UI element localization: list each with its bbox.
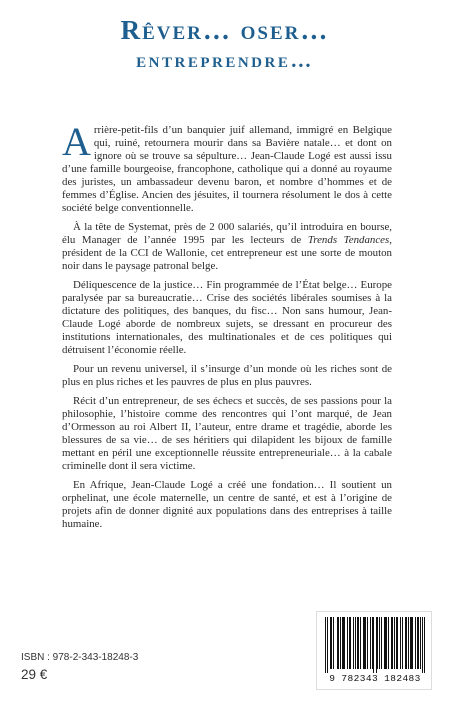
- title-line-2: entreprendre…: [136, 48, 314, 72]
- paragraph-2-text-a: À la tête de Systemat, près de 2 000 salariés, qu’il introduira en bourse, élu Manager de l’année 1995 par les lecteurs de: [62, 221, 392, 246]
- drop-cap: A: [62, 119, 91, 164]
- paragraph-1: [62, 119, 392, 215]
- title-line-1: Rêver… oser…: [120, 15, 330, 45]
- paragraph-2: [62, 221, 392, 273]
- magazine-title: Trends Tendances: [307, 234, 390, 246]
- price-label: 29 €: [21, 667, 48, 682]
- barcode: [316, 611, 432, 690]
- back-cover-blurb: [62, 119, 392, 537]
- barcode-digits: 9 782343 182483: [329, 673, 421, 684]
- barcode-bars: [325, 617, 425, 673]
- paragraph-6: En Afrique, Jean-Claude Logé a créé une fondation… Il soutient un orphelinat, une école maternelle, un centre de santé, et est à l’origine de projets afin de donner dignité aux populations dans des entreprises à taille humaine.: [62, 479, 392, 530]
- paragraph-2-text-b: , président de la CCI de Wallonie, cet entrepreneur est une sorte de mouton noir dans le paysage patronal belge.: [62, 234, 392, 272]
- paragraph-5: Récit d’un entrepreneur, de ses échecs et succès, de ses passions pour la philosophie, l’histoire comme des rencontres qui l’ont marqué, de Jean d’Ormesson au roi Albert II, l’auteur, entre drame et tragédie, aborde les blessures de sa vie… de ses héritiers qui dilapident les bijoux de famille mettant en péril une exceptionnelle réussite entrepreneuriale… à la cabale criminelle dont il sera victime.: [62, 395, 392, 472]
- book-title: [0, 14, 450, 74]
- paragraph-4: Pour un revenu universel, il s’insurge d’un monde où les riches sont de plus en plus riches et les pauvres de plus en plus pauvres.: [62, 363, 392, 388]
- paragraph-1-text: rrière-petit-fils d’un banquier juif allemand, immigré en Belgique qui, ruiné, retournera mourir dans sa Bavière natale… et dont on ignore où se trouve sa sépulture… Jean-Claude Logé est aussi issu d’une famille bourgeoise, francophone, catholique qui a donné au royaume des juristes, un ambassadeur devenu baron, et nombre d’hommes et de femmes d’Église. Ancien des jésuites, il tournera résolument le dos à cette société belge conventionnelle.: [62, 124, 392, 214]
- isbn-label: ISBN : 978-2-343-18248-3: [21, 652, 139, 663]
- paragraph-3: Déliquescence de la justice… Fin programmée de l’État belge… Europe paralysée par sa bureaucratie… Crise des sociétés libérales soumises à la dictature des politiques, des banques, du fisc… Non sans humour, Jean-Claude Logé aborde de nombreux sujets, se dressant en procureur des institutions internationales, des multinationales et de ces politiques qui détruisent l’économie réelle.: [62, 279, 392, 356]
